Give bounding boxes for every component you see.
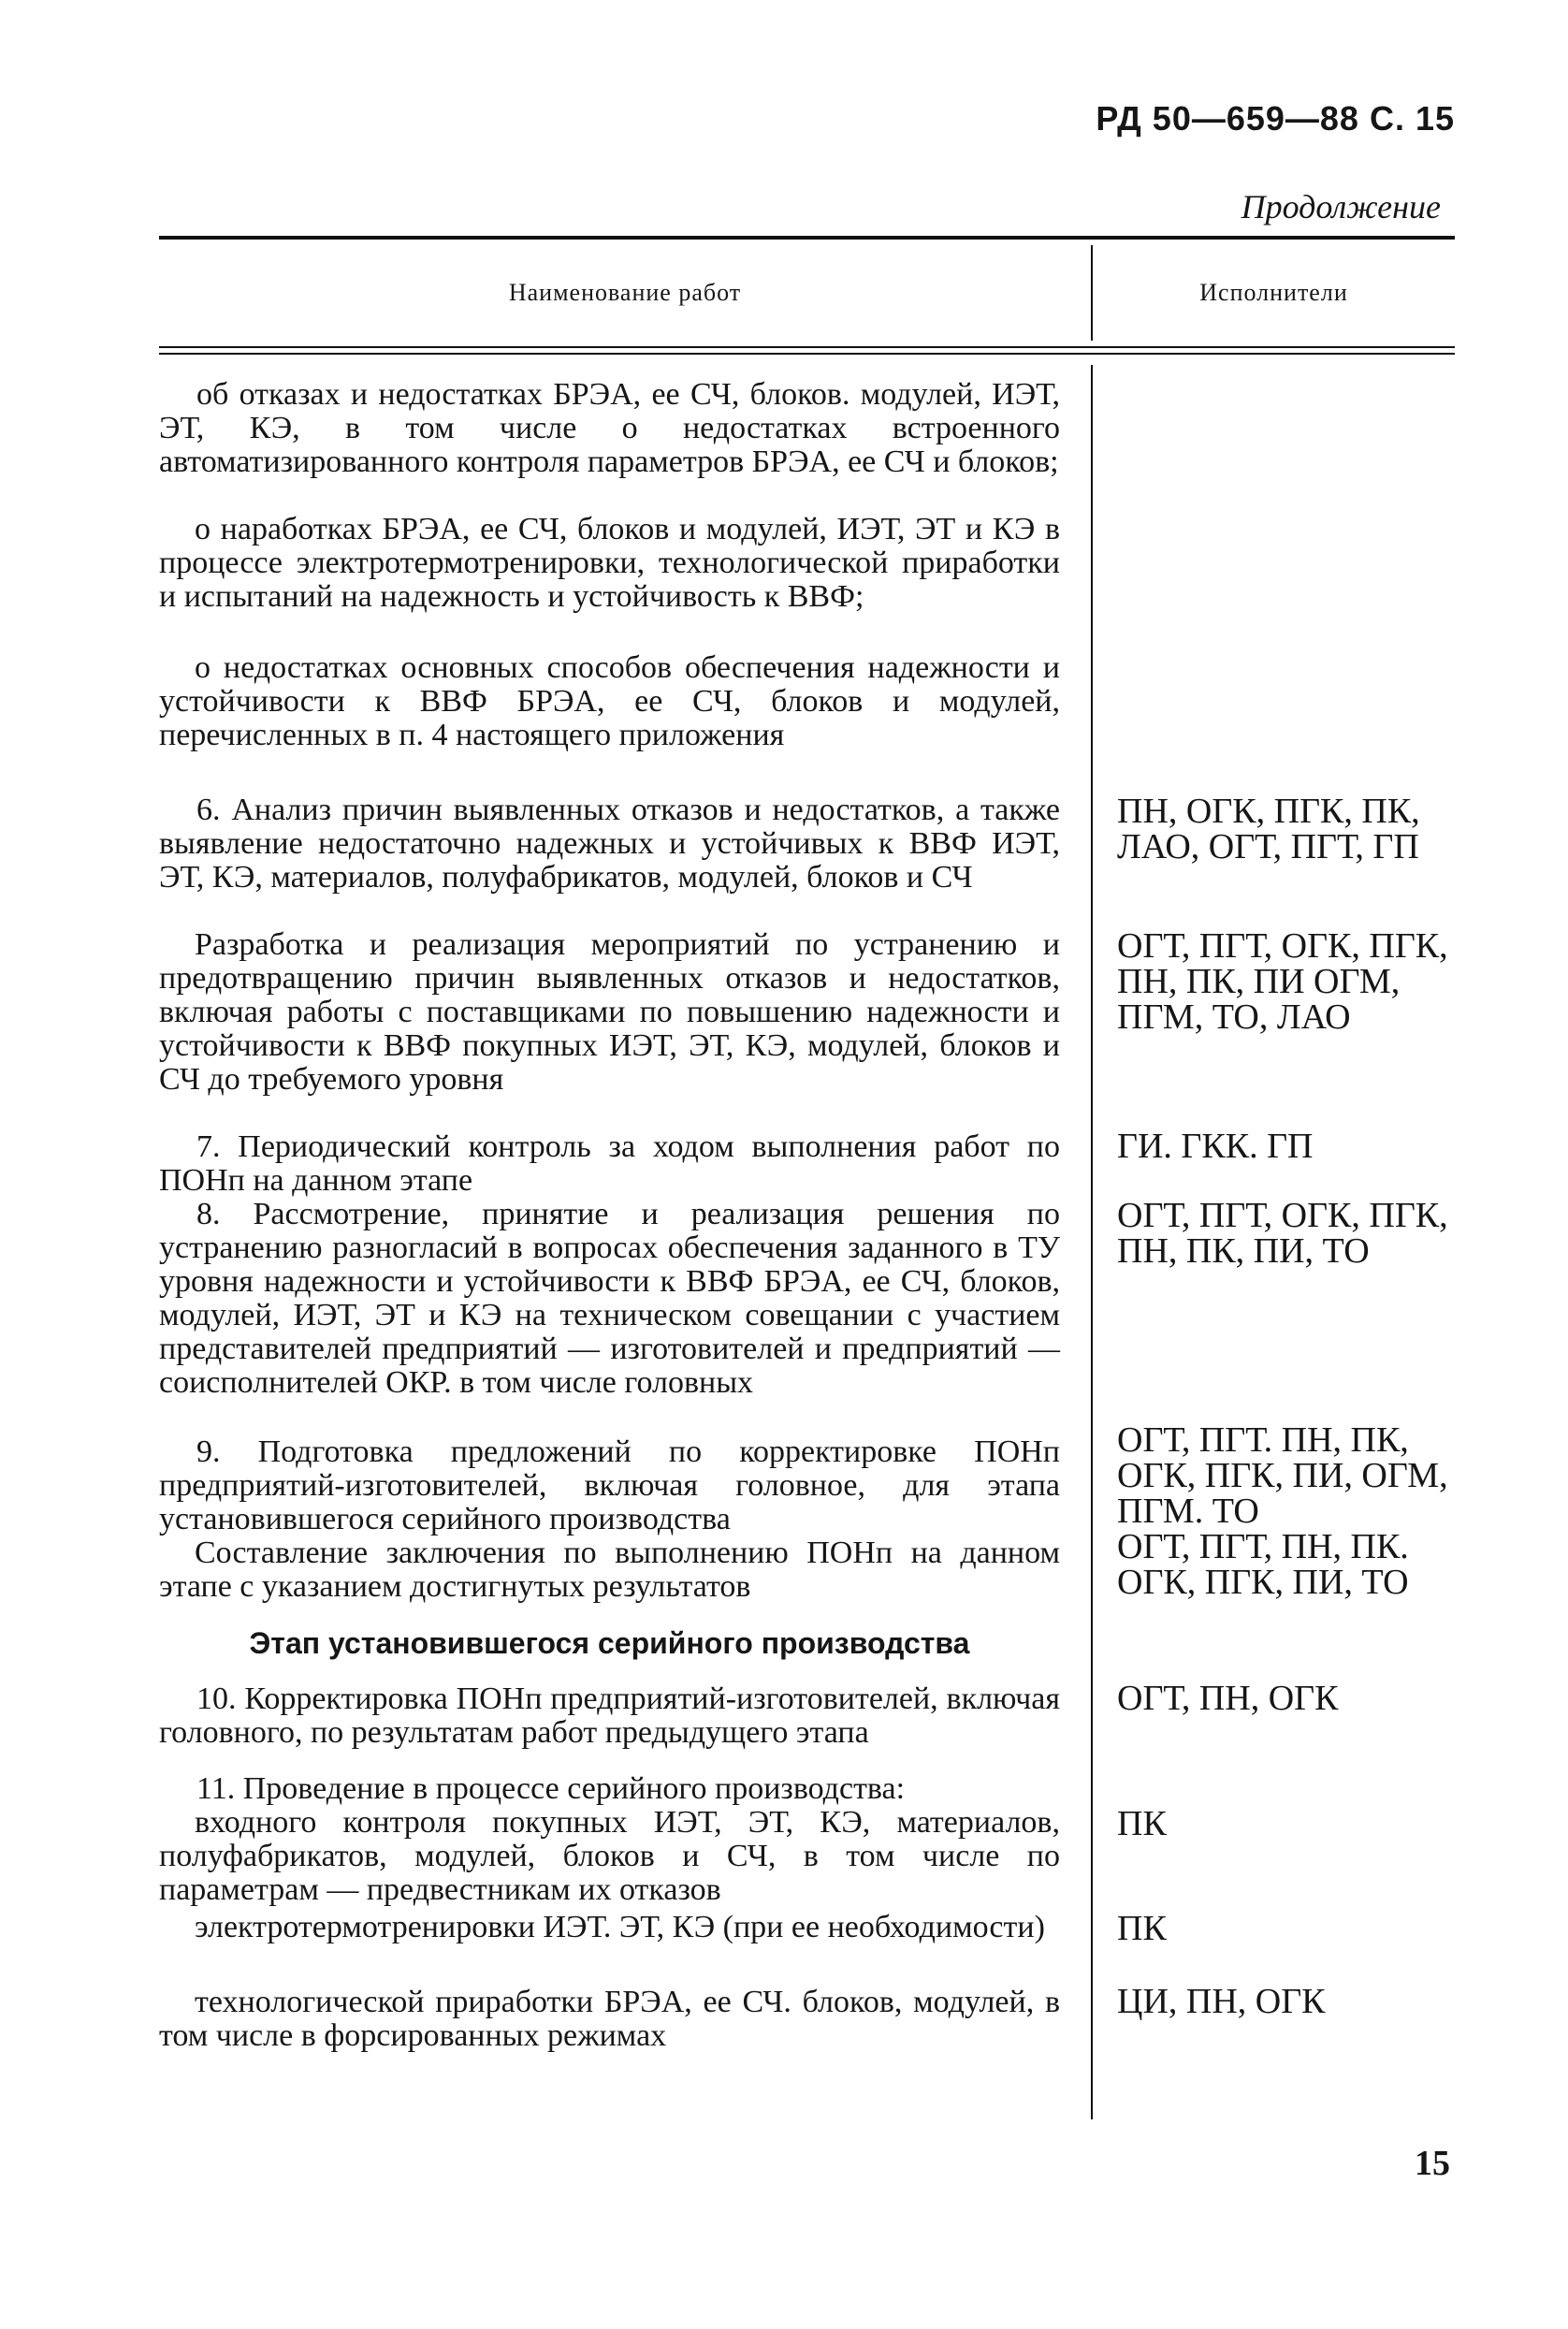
row-7-executors: ГИ. ГКК. ГП	[1117, 1127, 1314, 1166]
continuation-label: Продолжение	[1241, 188, 1441, 226]
row-11a-text: входного контроля покупных ИЭТ, ЭТ, КЭ, материалов, полуфабрикатов, модулей, блоков и СЧ, в том числе по параметрам — предвестникам их отказов	[159, 1805, 1060, 1907]
page-number: 15	[1415, 2144, 1450, 2183]
row-9b-executors: ОГТ, ПГТ, ПН, ПК. ОГК, ПГК, ПИ, ТО	[1117, 1527, 1409, 1602]
row-9-text: 9. Подготовка предложений по корректировке ПОНп предприятий-изготовителей, включая головное, для этапа установившегося серийного производства	[159, 1434, 1060, 1536]
document-code: РД 50—659—88 С. 15	[1096, 99, 1455, 138]
column-divider-header	[1091, 245, 1093, 341]
row-11c-executors: ЦИ, ПН, ОГК	[1117, 1982, 1326, 2021]
column-header-work: Наименование работ	[508, 279, 742, 306]
table-top-rule	[159, 236, 1455, 240]
row-6-text: 6. Анализ причин выявленных отказов и недостатков, а также выявление недостаточно надежных и устойчивых к ВВФ ИЭТ, ЭТ, КЭ, материалов, полуфабрикатов, модулей, блоков и СЧ	[159, 793, 1060, 895]
row-11b-text: электротермотренировки ИЭТ. ЭТ, КЭ (при ее необходимости)	[195, 1910, 1045, 1944]
row-11c-text: технологической приработки БРЭА, ее СЧ. блоков, модулей, в том числе в форсированных режимах	[159, 1985, 1060, 2053]
row-11a-executors: ПК	[1117, 1804, 1167, 1843]
row-7-text: 7. Периодический контроль за ходом выполнения работ по ПОНп на данном этапе	[159, 1129, 1060, 1198]
row-6b-text: Разработка и реализация мероприятий по устранению и предотвращению причин выявленных отказов и недостатков, включая работы с поставщиками по повышению надежности и устойчивости к ВВФ покупных ИЭТ, ЭТ, КЭ, модулей, блоков и СЧ до требуемого уровня	[159, 927, 1060, 1097]
paragraph-run-time: о наработках БРЭА, ее СЧ, блоков и модулей, ИЭТ, ЭТ и КЭ в процессе электротермотренировки, технологической приработки и испытаний на надежность и устойчивость к ВВФ;	[159, 512, 1060, 614]
column-divider-body	[1091, 365, 1093, 2119]
row-8-text: 8. Рассмотрение, принятие и реализация решения по устранению разногласий в вопросах обеспечения заданного в ТУ уровня надежности и устойчивости к ВВФ БРЭА, ее СЧ, блоков, модулей, ИЭТ, ЭТ и КЭ на техническом совещании с участием представителей предприятий — изготовителей и предприятий — соисполнителей ОКР. в том числе головных	[159, 1197, 1060, 1400]
paragraph-methods: о недостатках основных способов обеспечения надежности и устойчивости к ВВФ БРЭА, ее СЧ, блоков и модулей, перечисленных в п. 4 настоящего приложения	[159, 650, 1060, 752]
row-11b-executors: ПК	[1117, 1909, 1167, 1948]
row-6-executors: ПН, ОГК, ПГК, ПК, ЛАО, ОГТ, ПГТ, ГП	[1117, 792, 1420, 866]
column-header-executors: Исполнители	[1199, 279, 1348, 306]
header-bottom-rule-double	[159, 353, 1455, 355]
row-10-text: 10. Корректировка ПОНп предприятий-изготовителей, включая головного, по результатам работ предыдущего этапа	[159, 1681, 1060, 1750]
row-11-text: 11. Проведение в процессе серийного производства:	[196, 1771, 906, 1806]
header-bottom-rule	[159, 346, 1455, 348]
row-9-executors: ОГТ, ПГТ. ПН, ПК, ОГК, ПГК, ПИ, ОГМ, ПГМ. ТО	[1117, 1420, 1448, 1531]
section-heading: Этап установившегося серийного производства	[249, 1626, 970, 1660]
paragraph-failures: об отказах и недостатках БРЭА, ее СЧ, блоков. модулей, ИЭТ, ЭТ, КЭ, в том числе о недостатках встроенного автоматизированного контроля параметров БРЭА, ее СЧ и блоков;	[159, 377, 1060, 479]
row-8-executors: ОГТ, ПГТ, ОГК, ПГК, ПН, ПК, ПИ, ТО	[1117, 1196, 1448, 1271]
row-6b-executors: ОГТ, ПГТ, ОГК, ПГК, ПН, ПК, ПИ ОГМ, ПГМ, ТО, ЛАО	[1117, 926, 1448, 1037]
row-9b-text: Составление заключения по выполнению ПОНп на данном этапе с указанием достигнутых результатов	[159, 1536, 1060, 1604]
row-10-executors: ОГТ, ПН, ОГК	[1117, 1679, 1339, 1718]
